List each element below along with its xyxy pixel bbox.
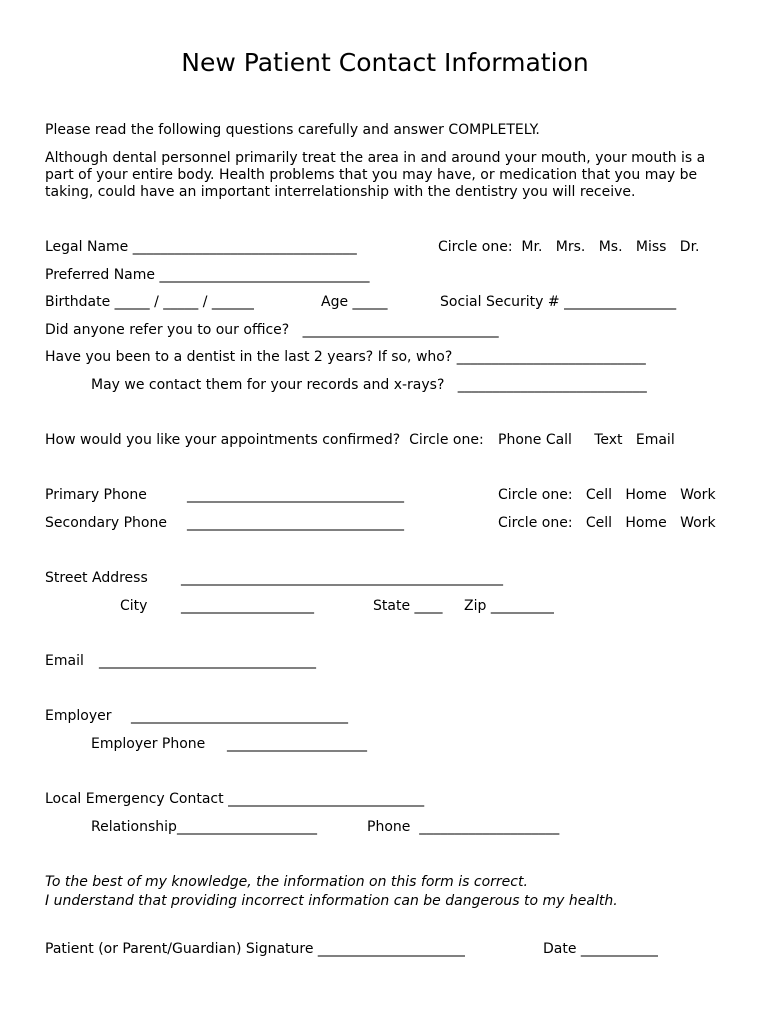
prior-dentist-field[interactable]: Have you been to a dentist in the last 2 years? If so, who? ___________________________ [45, 349, 646, 365]
records-contact-field[interactable]: May we contact them for your records and x-rays? ___________________________ [91, 377, 647, 393]
signature-field[interactable]: Patient (or Parent/Guardian) Signature _____________________ [45, 941, 465, 957]
primary-phone-label: Primary Phone [45, 487, 147, 503]
title-circle-options[interactable]: Circle one: Mr. Mrs. Ms. Miss Dr. [438, 239, 700, 255]
appointment-confirm-label: How would you like your appointments confirmed? Circle one: [45, 432, 484, 448]
ssn-field[interactable]: Social Security # ________________ [440, 294, 677, 310]
street-address-label: Street Address [45, 570, 148, 586]
secondary-phone-type-options[interactable]: Circle one: Cell Home Work [498, 515, 716, 531]
preferred-name-field[interactable]: Preferred Name ______________________________ [45, 267, 370, 283]
primary-phone-field[interactable]: _______________________________ [187, 487, 404, 503]
explanation-text: Although dental personnel primarily treat the area in and around your mouth, your mouth is a part of your entire body. Health problems that you may have, or medication that you may be taking, could have an important interrelationship with the dentistry you will receive. [45, 150, 706, 200]
secondary-phone-label: Secondary Phone [45, 515, 167, 531]
city-label: City [120, 598, 148, 614]
secondary-phone-field[interactable]: _______________________________ [187, 515, 404, 531]
referral-field[interactable]: Did anyone refer you to our office? ____________________________ [45, 322, 499, 338]
employer-label: Employer [45, 708, 112, 724]
zip-field[interactable]: Zip _________ [464, 598, 554, 614]
emergency-contact-field[interactable]: Local Emergency Contact ____________________________ [45, 791, 425, 807]
legal-name-field[interactable]: Legal Name ________________________________ [45, 239, 357, 255]
employer-field[interactable]: _______________________________ [131, 708, 348, 724]
employer-phone-label: Employer Phone [91, 736, 206, 752]
employer-phone-field[interactable]: ____________________ [227, 736, 367, 752]
city-field[interactable]: ___________________ [181, 598, 314, 614]
birthdate-field[interactable]: Birthdate _____ / _____ / ______ [45, 294, 254, 310]
appointment-options[interactable]: Phone Call Text Email [498, 432, 675, 448]
street-address-field[interactable]: ______________________________________________ [181, 570, 503, 586]
age-field[interactable]: Age _____ [321, 294, 388, 310]
primary-phone-type-options[interactable]: Circle one: Cell Home Work [498, 487, 716, 503]
state-field[interactable]: State ____ [373, 598, 443, 614]
attestation-line-2: I understand that providing incorrect information can be dangerous to my health. [45, 893, 618, 909]
email-field[interactable]: _______________________________ [99, 653, 316, 669]
attestation-line-1: To the best of my knowledge, the information on this form is correct. [45, 874, 528, 890]
email-label: Email [45, 653, 84, 669]
emergency-phone-field[interactable]: Phone ____________________ [367, 819, 560, 835]
intro-text: Please read the following questions carefully and answer COMPLETELY. [45, 122, 540, 138]
date-field[interactable]: Date ___________ [543, 941, 658, 957]
page-title: New Patient Contact Information [181, 48, 589, 77]
relationship-field[interactable]: Relationship____________________ [91, 819, 317, 835]
